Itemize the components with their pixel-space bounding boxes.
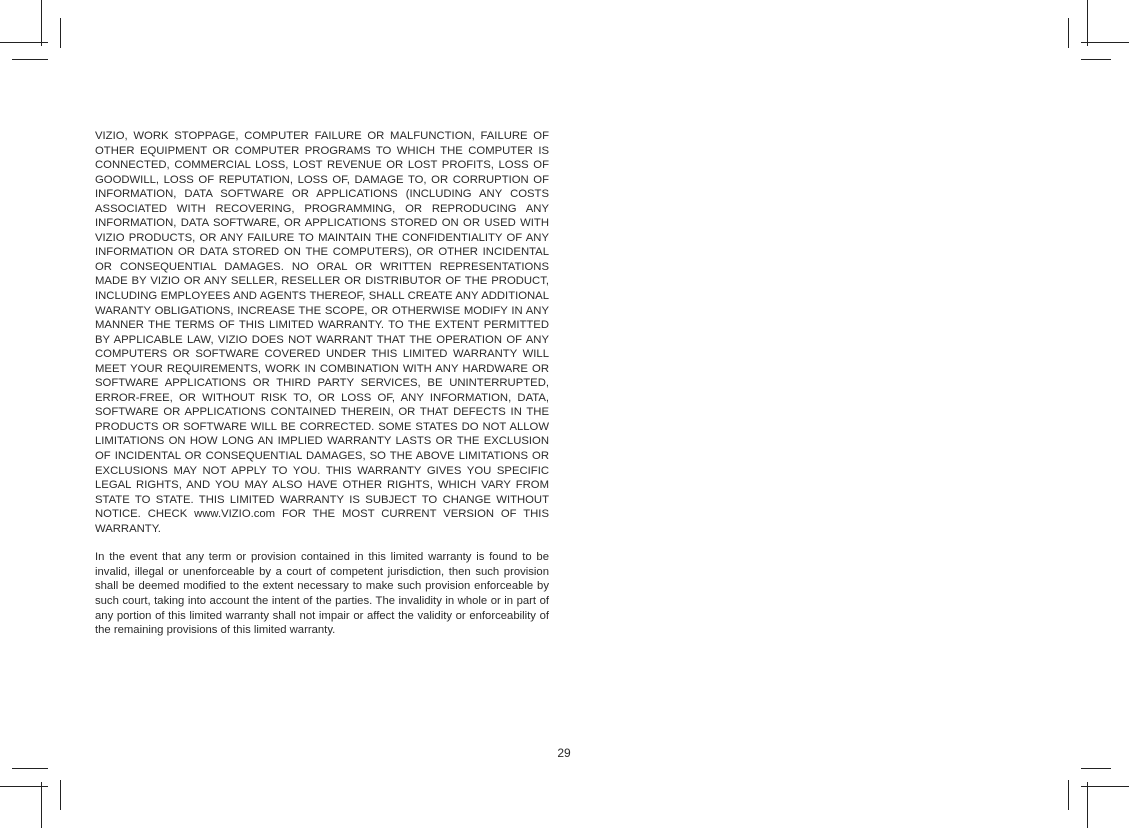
crop-mark-bottom-right-h	[1081, 768, 1111, 769]
paragraph-disclaimer: VIZIO, WORK STOPPAGE, COMPUTER FAILURE OR MALFUNCTION, FAILURE OF OTHER EQUIPMENT OR COMPUTER PROGRAMS TO WHICH THE COMPUTER IS CONNECTED, COMMERCIAL LOSS, LOST REVENUE OR LOST PROFITS, LOSS OF GOODWILL, LOSS OF REPUTATION, LOSS OF, DAMAGE TO, OR CORRUPTION OF INFORMATION, DATA SOFTWARE OR APPLICATIONS (INCLUDING ANY COSTS ASSOCIATED WITH RECOVERING, PROGRAMMING, OR REPRODUCING ANY INFORMATION, DATA SOFTWARE, OR APPLICATIONS STORED ON OR USED WITH VIZIO PRODUCTS, OR ANY FAILURE TO MAINTAIN THE CONFIDENTIALITY OF ANY INFORMATION OR DATA STORED ON THE COMPUTERS), OR OTHER INCIDENTAL OR CONSEQUENTIAL DAMAGES. NO ORAL OR WRITTEN REPRESENTATIONS MADE BY VIZIO OR ANY SELLER, RESELLER OR DISTRIBUTOR OF THE PRODUCT, INCLUDING EMPLOYEES AND AGENTS THEREOF, SHALL CREATE ANY ADDITIONAL WARANTY OBLIGATIONS, INCREASE THE SCOPE, OR OTHERWISE MODIFY IN ANY MANNER THE TERMS OF THIS LIMITED WARRANTY. TO THE EXTENT PERMITTED BY APPLICABLE LAW, VIZIO DOES NOT WARRANT THAT THE OPERATION OF ANY COMPUTERS OR SOFTWARE COVERED UNDER THIS LIMITED WARRANTY WILL MEET YOUR REQUIREMENTS, WORK IN COMBINATION WITH ANY HARDWARE OR SOFTWARE APPLICATIONS OR THIRD PARTY SERVICES, BE UNINTERRUPTED, ERROR-FREE, OR WITHOUT RISK TO, OR LOSS OF, ANY INFORMATION, DATA, SOFTWARE OR APPLICATIONS CONTAINED THEREIN, OR THAT DEFECTS IN THE PRODUCTS OR SOFTWARE WILL BE CORRECTED. SOME STATES DO NOT ALLOW LIMITATIONS ON HOW LONG AN IMPLIED WARRANTY LASTS OR THE EXCLUSION OF INCIDENTAL OR CONSEQUENTIAL DAMAGES, SO THE ABOVE LIMITATIONS OR EXCLUSIONS MAY NOT APPLY TO YOU. THIS WARRANTY GIVES YOU SPECIFIC LEGAL RIGHTS, AND YOU MAY ALSO HAVE OTHER RIGHTS, WHICH VARY FROM STATE TO STATE. THIS LIMITED WARRANTY IS SUBJECT TO CHANGE WITHOUT NOTICE. CHECK www.VIZIO.com FOR THE MOST CURRENT VERSION OF THIS WARRANTY.	[95, 130, 549, 535]
crop-mark-top-left-v	[41, 0, 42, 46]
crop-mark-top-left-h2	[12, 59, 48, 60]
paragraph-severability: In the event that any term or provision contained in this limited warranty is found to be invalid, illegal or unenforceable by a court of competent jurisdiction, then such provision shall be deemed modified to the extent necessary to make such provision enforceable by such court, taking into account the intent of the parties. The invalidity in whole or in part of any portion of this limited warranty shall not impair or affect the validity or enforceability of the remaining provisions of this limited warranty.	[95, 551, 549, 637]
crop-mark-bottom-left-v	[41, 782, 42, 828]
crop-mark-top-right-v	[1087, 0, 1088, 46]
crop-mark-bottom-left-v2	[60, 780, 61, 810]
crop-mark-bottom-right-v	[1087, 782, 1088, 828]
crop-mark-top-right-h	[1081, 42, 1129, 43]
crop-mark-bottom-right-h2	[1081, 786, 1129, 787]
page-number: 29	[557, 746, 571, 760]
crop-mark-top-right-h2	[1081, 59, 1111, 60]
crop-mark-bottom-left-h	[12, 768, 48, 769]
warranty-text	[95, 129, 549, 638]
crop-mark-bottom-right-v2	[1068, 780, 1069, 810]
crop-mark-top-left-v2	[60, 18, 61, 48]
crop-mark-top-right-v2	[1068, 18, 1069, 48]
